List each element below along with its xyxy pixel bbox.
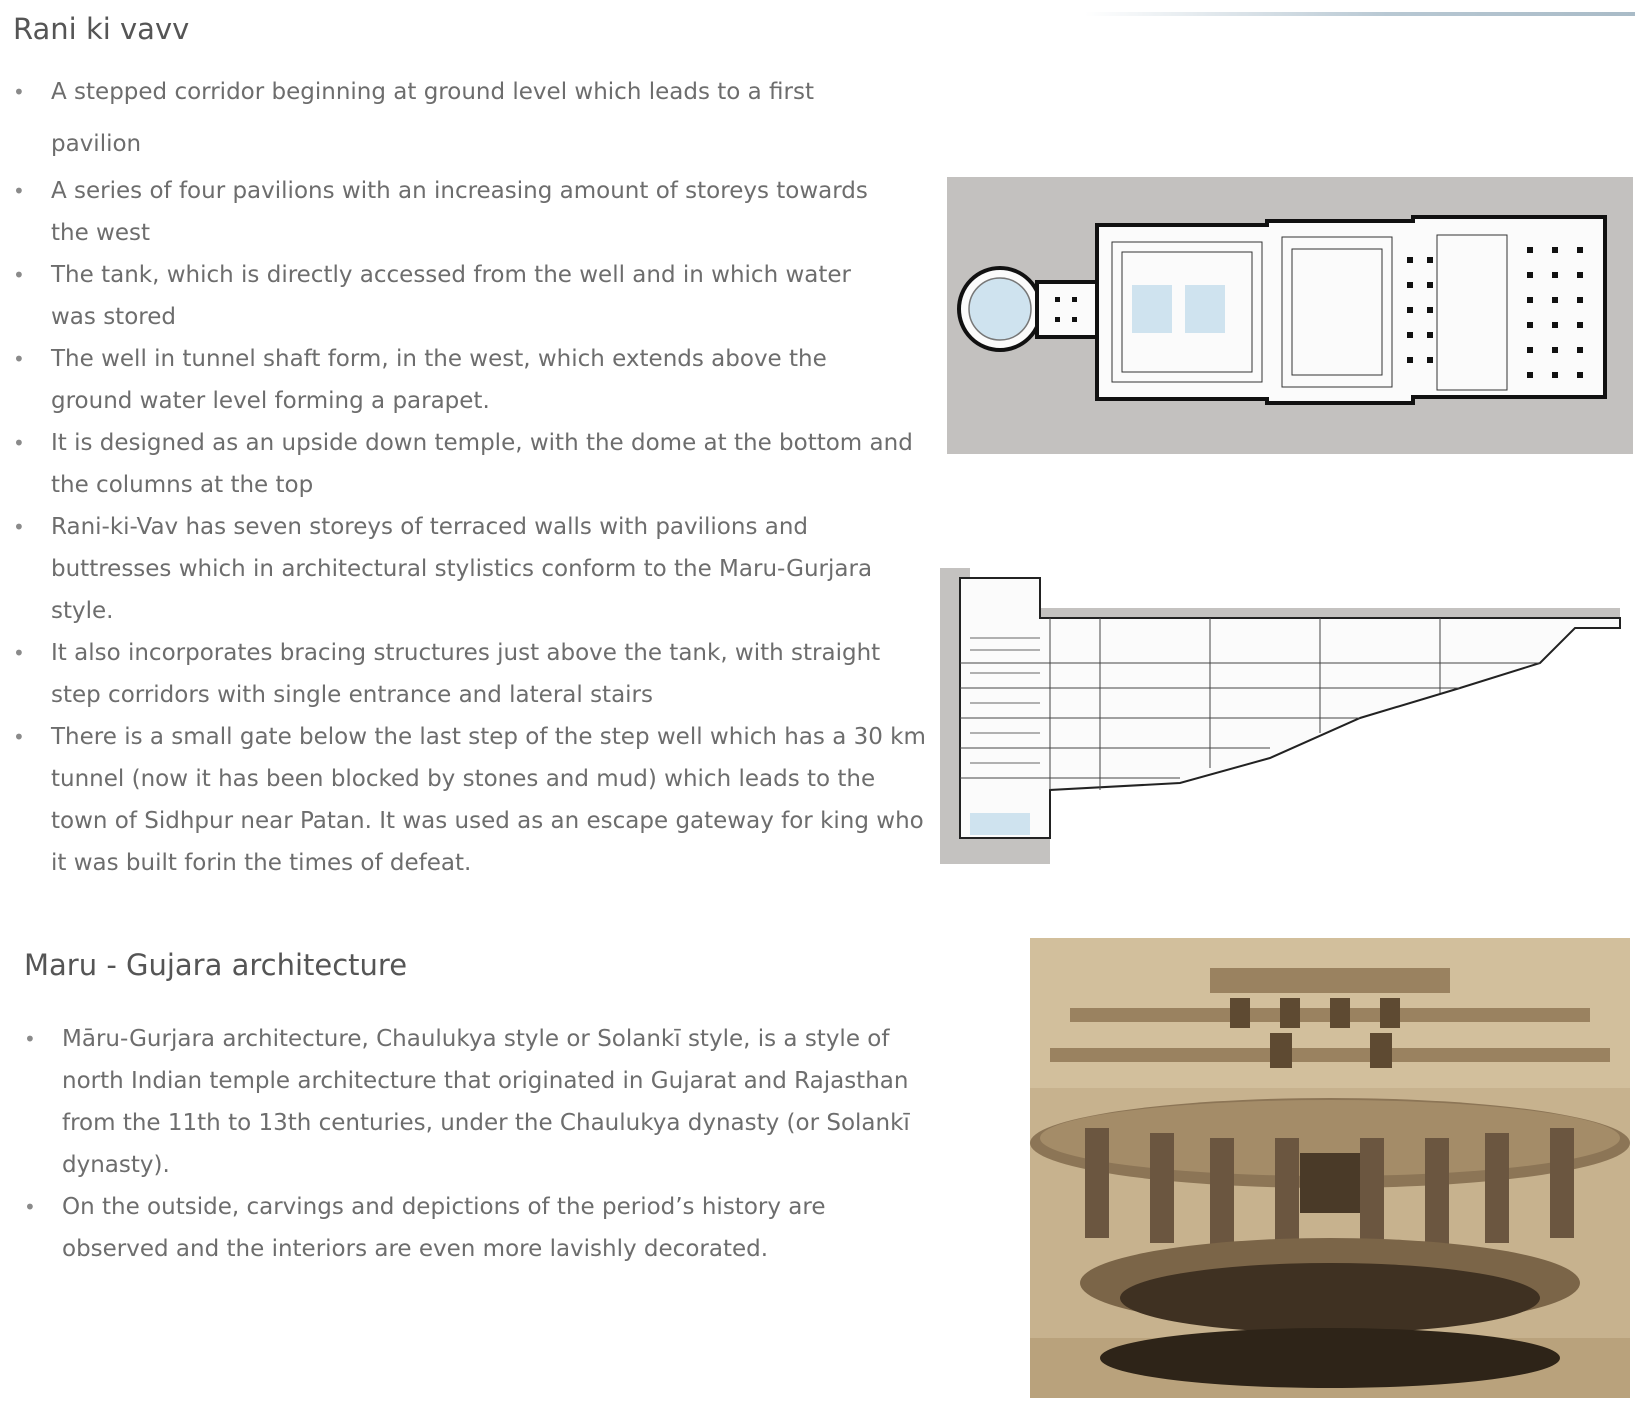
section-title-rani-ki-vav: Rani ki vavv xyxy=(13,12,190,46)
bullet-icon: • xyxy=(13,725,25,749)
bullet-icon: • xyxy=(24,1195,36,1219)
list-item-text: A stepped corridor beginning at ground level which leads to a first pavilion xyxy=(51,79,814,157)
header-accent-line xyxy=(1085,12,1635,16)
list-item xyxy=(13,170,901,254)
stepwell-floor-plan-image xyxy=(947,177,1633,454)
list-item-text: The tank, which is directly accessed from the well and in which water was stored xyxy=(51,262,851,330)
bullet-icon: • xyxy=(13,347,25,371)
list-item-text: The well in tunnel shaft form, in the west, which extends above the ground water level forming a parapet. xyxy=(51,346,827,414)
stepwell-section-image xyxy=(940,568,1630,864)
list-item-text: Rani-ki-Vav has seven storeys of terraced walls with pavilions and buttresses which in architectural stylistics conform to the Maru-Gurjara style. xyxy=(51,514,873,624)
list-item-text: On the outside, carvings and depictions of the period’s history are observed and the interiors are even more lavishly decorated. xyxy=(62,1194,826,1262)
bullet-icon: • xyxy=(13,431,25,455)
bullet-icon: • xyxy=(13,179,25,203)
list-item xyxy=(13,422,921,506)
list-item xyxy=(13,254,901,338)
bullet-icon: • xyxy=(24,1027,36,1051)
list-item xyxy=(13,632,921,716)
bullet-icon: • xyxy=(13,515,25,539)
stepwell-interior-photo xyxy=(1030,938,1630,1398)
bullet-icon: • xyxy=(13,80,25,104)
list-item-text: Māru-Gurjara architecture, Chaulukya style or Solankī style, is a style of north Indian temple architecture that originated in Gujarat and Rajasthan from the 11th to 13th centuries, under the Chaulukya dynasty (or Solankī dynasty). xyxy=(62,1026,910,1178)
section-title-maru-gurjara: Maru - Gujara architecture xyxy=(24,948,408,982)
list-item xyxy=(13,506,911,632)
bullet-icon: • xyxy=(13,641,25,665)
list-item xyxy=(13,338,871,422)
maru-gurjara-bullet-list xyxy=(24,1018,942,1270)
list-item-text: There is a small gate below the last step of the step well which has a 30 km tunnel (now it has been blocked by stones and mud) which leads to the town of Sidhpur near Patan. It was used as an escape gateway for king who it was built forin the times of defeat. xyxy=(51,724,926,876)
bullet-icon: • xyxy=(13,263,25,287)
list-item xyxy=(13,716,931,884)
list-item xyxy=(13,66,841,170)
list-item-text: A series of four pavilions with an increasing amount of storeys towards the west xyxy=(51,178,868,246)
list-item-text: It is designed as an upside down temple, with the dome at the bottom and the columns at the top xyxy=(51,430,913,498)
list-item-text: It also incorporates bracing structures just above the tank, with straight step corridors with single entrance and lateral stairs xyxy=(51,640,881,708)
list-item xyxy=(24,1186,892,1270)
rani-ki-vav-bullet-list xyxy=(13,66,941,884)
list-item xyxy=(24,1018,942,1186)
